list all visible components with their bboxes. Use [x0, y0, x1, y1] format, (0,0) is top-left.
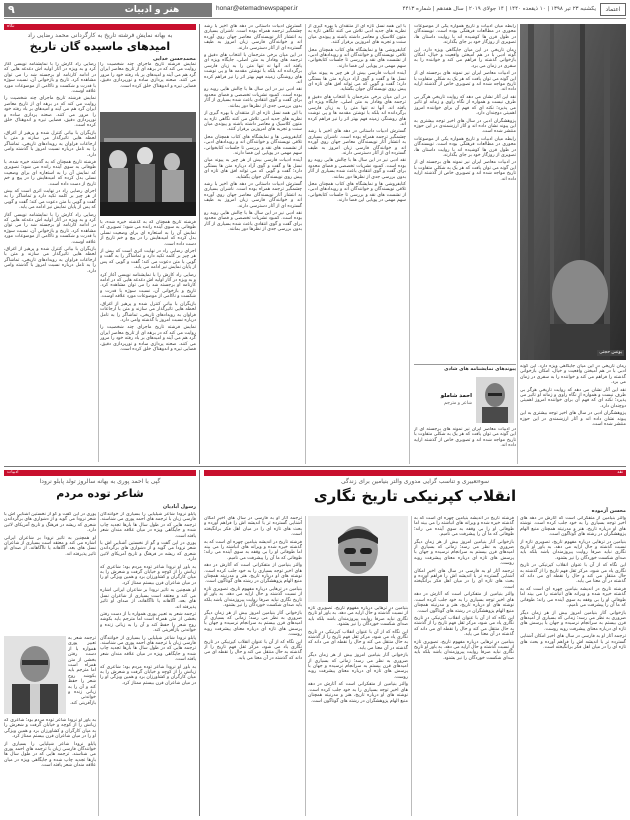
paragraph: نمایش فرشته تاریخ ماجرای چند شخصیت را روایت می کند که در برهه ای از تاریخ معاصر ایران گرد هم می آیند و امیدهای بر باد رفته خود را مرور می کنند. صحنه پردازی ساده و نورپردازی دقیق، فضایی تیره و اندوهناک خلق کرده است.: [100, 325, 196, 352]
paragraph: نقد ادبی نیز در این سال ها با چالش هایی روبه رو بوده است. کمبود نشریات تخصصی و فضای محدود برای گفت و گوی انتقادی باعث شده بسیاری از آثار بدون بررسی جدی از نظرها دور بمانند.: [204, 211, 302, 233]
article-column: [308, 606, 408, 816]
paragraph: کتابفروشی ها و نمایشگاه های کتاب همچنان محل تلاقی نویسندگان و خوانندگان اند و رویدادهای ادبی، از نشست های نقد و بررسی تا جلسات کتابخوانی، سهم مهمی در پویایی این فضا دارند.: [308, 181, 406, 204]
paragraph: گسترش ادبیات داستانی در دهه های اخیر با رشد چشمگیر ترجمه همراه بوده است. ناشران بسیاری به انتشار آثار نویسندگان معاصر جهان روی آورده اند و خوانندگان فارسی زبان امروز به طیف گسترده ای از آثار دسترسی دارند.: [204, 24, 302, 51]
article-column: [308, 24, 406, 464]
paragraph: گسترش ادبیات داستانی در دهه های اخیر با رشد چشمگیر ترجمه همراه بوده است. ناشران بسیاری به انتشار آثار نویسندگان معاصر جهان روی آورده اند و خوانندگان فارسی زبان امروز به طیف گسترده ای از آثار دسترسی دارند.: [204, 181, 302, 209]
paragraph: بازخوانی آثار بنیامین امروز بیش از هر زمان دیگر ضروری به نظر می رسد؛ زمانی که بسیاری از امیدهای قرن بیستم به سرانجام نرسیده و جهان با پرسش های تازه ای درباره معنای پیشرفت روبه روست.: [414, 539, 514, 567]
paragraph: بنیامین در تزهایی درباره مفهوم تاریخ، تصویری تازه از نسبت گذشته و حال ارایه می دهد. به باور او تاریخ نگاری نباید صرفا روایت پیروزمندان باشد بلکه باید صدای شکست خوردگان را نیز بشنود.: [204, 586, 302, 609]
article-column: [204, 516, 302, 816]
paragraph: والتر بنیامین از متفکرانی است که آثارش در دهه های اخیر توجه بسیاری را به خود جلب کرده است. نوشته های او درباره تاریخ، هنر و مدرنیته همچنان منبع الهام پژوهشگران در رشته های گوناگون است.: [414, 592, 514, 614]
paragraph: فرشته تاریخ همچنان که به گذشته خیره شده، با طوفانی به سوی آینده رانده می شود؛ تصویری که نمایش آن را به استعاره ای برای وضعیت نسلی بدل کرده که امیدهایش را در پیچ و خم تاریخ از دست داده است.: [100, 220, 196, 247]
paragraph: بازیگران با بیانی کنترل شده و پرهیز از اغراق، لحظه هایی تاثیرگذار می سازند و متن با ارجاعات فراوان به رویدادهای تاریخی، تماشاگر را به تامل درباره نسبت امروز با گذشته وامی دارد.: [100, 301, 196, 323]
date-line: یکشنبه ۲۳ تیر ۱۳۹۸ | ۱۰ ذیقعده ۱۴۴۰ | ۱۴ جولای ۲۰۱۹ | سال هفدهم | شماره ۴۴۱۳: [402, 6, 596, 12]
paragraph: کتابفروشی ها و نمایشگاه های کتاب همچنان محل تلاقی نویسندگان و خوانندگان اند و رویدادهای ادبی، از نشست های نقد و بررسی تا جلسات کتابخوانی، سهم مهمی در پویایی این فضا دارند.: [204, 134, 302, 156]
header-rule: [4, 18, 626, 19]
paragraph: پژوهشگران ادبی در سال های اخیر توجه بیشتری به این پیوند نشان داده اند و آثار ارزشمندی در این حوزه منتشر شده است.: [520, 411, 626, 428]
paragraph: با این همه نسل تازه ای از منتقدان با بهره گیری از نظریه های جدید ادبی تلاش می کنند نگاهی تازه به متون کلاسیک و معاصر داشته باشند و پیوندی میان سنت و تجربه های امروزین برقرار کنند.: [308, 24, 406, 46]
tag-bar: [204, 470, 626, 476]
paragraph: به باور او نرودا شاعر توده مردم بود؛ شاعری که زبانش را از کوچه و خیابان گرفت و شعرش را به میان کارگران و کشاورزان برد و همین ویژگی او را در میان شاعران قرن بیستم ممتاز کرد.: [4, 718, 96, 740]
column-divider: [98, 62, 99, 462]
profile-box-label: پیوندهای نمایشنامه های شادی: [444, 367, 516, 372]
article-kicker: گپی با احمد پوری به بهانه سالروز تولد پابلو نرودا: [39, 478, 161, 485]
paragraph: بازخوانی آثار بنیامین امروز بیش از هر زمان دیگر ضروری به نظر می رسد؛ زمانی که بسیاری از امیدهای قرن بیستم به سرانجام نرسیده و جهان با پرسش های تازه ای درباره معنای پیشرفت روبه روست.: [204, 610, 302, 638]
article-column: [414, 24, 516, 360]
article-column: [4, 62, 96, 462]
paragraph: اجرای رضایی راد در نهایت اثری است که بیش از هر چیز بر کلمه تکیه دارد و تماشاگر را به گفت و گویی با متن دعوت می کند؛ گفت و گویی که پس از پایان نمایش نیز ادامه می یابد.: [4, 188, 96, 211]
article-title: امیدهای ماسیده گان تاریخ: [29, 40, 171, 53]
article-byline: محمدحسن خدایی: [152, 56, 196, 62]
paragraph: بنیامین در تزهایی درباره مفهوم تاریخ، تصویری تازه از نسبت گذشته و حال ارایه می دهد. به باور او تاریخ نگاری نباید صرفا روایت پیروزمندان باشد بلکه باید صدای شکست خوردگان را نیز بشنود.: [414, 639, 514, 661]
paragraph: رضایی راد کارش را با نمایشنامه نویسی آغاز کرد و به ویژه در آثار اولیه اش دغدغه هایی که در ادامه کارنامه او برجسته شد را می توان مشاهده کرد. تاریخ و بازخوانی آن، نسبت سوژه با قدرت و شکست و ناکامی از موضوعات مورد علاقه اوست.: [4, 62, 96, 95]
paragraph: این نگاه که از آن با عنوان انقلاب کپرنیکی در تاریخ نگاری یاد می شود، مرکز ثقل فهم تاریخ را از گذشته به حال منتقل می کند و حال را نقطه ای می داند که گذشته در آن معنا می یابد.: [520, 563, 626, 585]
benjamin-photo: [308, 516, 408, 602]
paragraph: والتر بنیامین از متفکرانی است که آثارش در دهه های اخیر توجه بسیاری را به خود جلب کرده است. نوشته های او درباره تاریخ، هنر و مدرنیته همچنان منبع الهام پژوهشگران در رشته های گوناگون است.: [520, 516, 626, 538]
paragraph: پابلو نرودا شاعر شیلیایی را بسیاری از خوانندگان فارسی زبان با ترجمه های احمد پوری می شناسند. ترجمه هایی که در طول سال ها بارها تجدید چاپ شده و جایگاهی ویژه در میان علاقه مندان شعر یافته است.: [100, 512, 196, 539]
article-column: [414, 427, 516, 463]
profile-note: شاعر و مترجم: [444, 401, 472, 406]
paragraph: آینده ادبیات فارسی بیش از هر چیز به پیوند میان نسل ها و گفت و گوی آزاد درباره متن ها بستگی دارد؛ گفت و گویی که می تواند افق های تازه ای پیش روی نویسندگان جوان بگشاید.: [308, 71, 406, 93]
section-title: هنر و ادبیات: [124, 5, 180, 15]
paragraph: با این همه نسل تازه ای از منتقدان با بهره گیری از نظریه های جدید ادبی تلاش می کنند نگاهی تازه به متون کلاسیک و معاصر داشته باشند و پیوندی میان سنت و تجربه های امروزین برقرار کنند.: [204, 111, 302, 133]
paragraph: فرشته تاریخ در اندیشه بنیامین چهره ای است که به گذشته خیره شده و ویرانه های انباشته را می بیند اما طوفانی او را بی وقفه به سوی آینده می راند؛ طوفانی که ما آن را پیشرفت می نامیم.: [520, 586, 626, 609]
profile-box: [414, 364, 516, 464]
portrait-photo: [476, 377, 514, 423]
paragraph: رابطه میان ادبیات و تاریخ همواره یکی از موضوعات محوری در مطالعات فرهنگی بوده است. نویسندگان در طول قرن ها کوشیده اند با روایت داستان ها، تصویری از روزگار خود بر جای بگذارند.: [414, 136, 516, 158]
article-column: [4, 512, 96, 632]
newspaper-logo: اعتماد: [600, 3, 626, 16]
article-column: [4, 718, 96, 816]
paragraph: ترجمه شعر به تعبیر پوری همواره با از دست رفتن بخشی از متن همراه است اما مترجم باید بکوشد روح شعر را حفظ کند و آن را به زبانی زنده و خواندنی بازآفرینی کند.: [68, 636, 96, 706]
paragraph: بازیگران با بیانی کنترل شده و پرهیز از اغراق، لحظه هایی تاثیرگذار می سازند و متن با ارجاعات فراوان به رویدادهای تاریخی، تماشاگر را به تامل درباره نسبت امروز با گذشته وامی دارد.: [4, 247, 96, 274]
article-kicker: سوءتعبیری و تناسب گرایی مدوری والتر بنیامین برای زندگی: [340, 478, 490, 485]
paragraph: نمایش فرشته تاریخ ماجرای چند شخصیت را روایت می کند که در برهه ای از تاریخ معاصر ایران گرد هم می آیند و امیدهای بر باد رفته خود را مرور می کنند. صحنه پردازی ساده و نورپردازی دقیق، فضایی تیره و اندوهناک خلق کرده است.: [100, 62, 196, 89]
paragraph: ترجمه آثار او به فارسی در سال های اخیر امکان آشنایی گسترده تر با اندیشه اش را فراهم آورده و بحث های تازه ای را در میان اهل فکر برانگیخته است.: [204, 516, 302, 538]
paragraph: رمان تاریخی در این میان جایگاهی ویژه دارد. این گونه ادبی با در هم آمیختن واقعیت و خیال، امکان بازخوانی گذشته را فراهم می کند و خواننده را به سفری در زمان می برد.: [520, 364, 626, 386]
paragraph: ترجمه آثار او به فارسی در سال های اخیر امکان آشنایی گسترده تر با اندیشه اش را فراهم آورده و بحث های تازه ای را در میان اهل فکر برانگیخته است.: [520, 634, 626, 650]
paragraph: رضایی راد کارش را با نمایشنامه نویسی آغاز کرد و به ویژه در آثار اولیه اش دغدغه هایی که در ادامه کارنامه او برجسته شد را می توان مشاهده کرد. تاریخ و بازخوانی آن، نسبت سوژه با قدرت و شکست و ناکامی از موضوعات مورد علاقه اوست.: [100, 272, 196, 300]
paragraph: نقد این آثار نشان می دهد که روایت تاریخی هرگز بی طرف نیست و همواره از نگاه راوی و زمانه او تاثیر می پذیرد؛ نکته ای که فهم آن برای خواننده امروز اهمیتی دوچندان دارد.: [520, 387, 626, 409]
column-divider: [409, 24, 410, 464]
paragraph: فرشته تاریخ همچنان که به گذشته خیره شده، با طوفانی به سوی آینده رانده می شود؛ تصویری که نمایش آن را به استعاره ای برای وضعیت نسلی بدل کرده که امیدهایش را در پیچ و خم تاریخ از دست داده است.: [4, 159, 96, 187]
article-tag: نگاه: [4, 24, 17, 30]
paragraph: بازیگران با بیانی کنترل شده و پرهیز از اغراق، لحظه هایی تاثیرگذار می سازند و متن با ارجاعات فراوان به رویدادهای تاریخی، تماشاگر را به تامل درباره نسبت امروز با گذشته وامی دارد.: [4, 130, 96, 158]
paragraph: نمایش فرشته تاریخ ماجرای چند شخصیت را روایت می کند که در برهه ای از تاریخ معاصر ایران گرد هم می آیند و امیدهای بر باد رفته خود را مرور می کنند. صحنه پردازی ساده و نورپردازی دقیق، فضایی تیره و اندوهناک خلق کرده است.: [4, 96, 96, 129]
section-rule: [4, 466, 626, 467]
page-header: [4, 3, 626, 17]
column-divider: [411, 516, 412, 816]
column-divider: [517, 24, 518, 464]
theatre-photo: [100, 112, 196, 216]
column-divider: [517, 516, 518, 816]
article-column: [520, 516, 626, 816]
paragraph: نقد ادبی نیز در این سال ها با چالش هایی روبه رو بوده است. کمبود نشریات تخصصی و فضای محدود برای گفت و گوی انتقادی باعث شده بسیاری از آثار بدون بررسی جدی از نظرها دور بمانند.: [308, 158, 406, 180]
paragraph: بنیامین در تزهایی درباره مفهوم تاریخ، تصویری تازه از نسبت گذشته و حال ارایه می دهد. به باور او تاریخ نگاری نباید صرفا روایت پیروزمندان باشد بلکه باید صدای شکست خوردگان را نیز بشنود.: [308, 606, 408, 628]
paragraph: رابطه میان ادبیات و تاریخ همواره یکی از موضوعات محوری در مطالعات فرهنگی بوده است. نویسندگان در طول قرن ها کوشیده اند با روایت داستان ها، تصویری از روزگار خود بر جای بگذارند.: [414, 24, 516, 46]
article-byline: رسول آبادیان: [162, 504, 196, 510]
article-column: [100, 512, 196, 816]
paragraph: بازخوانی آثار بنیامین امروز بیش از هر زمان دیگر ضروری به نظر می رسد؛ زمانی که بسیاری از امیدهای قرن بیستم به سرانجام نرسیده و جهان با پرسش های تازه ای درباره معنای پیشرفت روبه روست.: [520, 610, 626, 632]
paragraph: رضایی راد کارش را با نمایشنامه نویسی آغاز کرد و به ویژه در آثار اولیه اش دغدغه هایی که در ادامه کارنامه او برجسته شد را می توان مشاهده کرد. تاریخ و بازخوانی آن، نسبت سوژه با قدرت و شکست و ناکامی از موضوعات مورد علاقه اوست.: [4, 212, 96, 245]
section-email[interactable]: honar@etemadnewspaper.ir: [216, 5, 298, 12]
paragraph: در این میان برخی مترجمان با انتخاب های دقیق و ترجمه های وفادار به متن اصلی، جایگاه ویژه ای یافته اند. آنها نه تنها متن را به زبان فارسی برگردانده اند بلکه با نوشتن مقدمه ها و پی نوشت های روشنگر، زمینه فهم بهتر اثر را نیز فراهم کرده اند.: [308, 94, 406, 127]
paragraph: در این میان برخی مترجمان با انتخاب های دقیق و ترجمه های وفادار به متن اصلی، جایگاه ویژه ای یافته اند. آنها نه تنها متن را به زبان فارسی برگردانده اند بلکه با نوشتن مقدمه ها و پی نوشت های روشنگر، زمینه فهم بهتر اثر را نیز فراهم کرده اند.: [204, 53, 302, 86]
paragraph: بنیامین در تزهایی درباره مفهوم تاریخ، تصویری تازه از نسبت گذشته و حال ارایه می دهد. به باور او تاریخ نگاری نباید صرفا روایت پیروزمندان باشد بلکه باید صدای شکست خوردگان را نیز بشنود.: [520, 539, 626, 561]
paragraph: والتر بنیامین از متفکرانی است که آثارش در دهه های اخیر توجه بسیاری را به خود جلب کرده است. نوشته های او درباره تاریخ، هنر و مدرنیته همچنان منبع الهام پژوهشگران در رشته های گوناگون است.: [204, 563, 302, 585]
paragraph: ترجمه آثار او به فارسی در سال های اخیر امکان آشنایی گسترده تر با اندیشه اش را فراهم آورده و بحث های تازه ای را در میان اهل فکر برانگیخته است.: [414, 568, 514, 590]
article-column: [100, 62, 196, 108]
paragraph: پوری در این گفت و گو از نخستین آشنایی اش با شعر نرودا می گوید و از دشواری های برگرداندن شعری که ریشه در فرهنگ و تاریخ آمریکای لاتین دارد.: [4, 512, 96, 534]
paragraph: پابلو نرودا شاعر شیلیایی را بسیاری از خوانندگان فارسی زبان با ترجمه های احمد پوری می شناسند. ترجمه هایی که در طول سال ها بارها تجدید چاپ شده و جایگاهی ویژه در میان علاقه مندان شعر یافته است.: [100, 635, 196, 663]
paragraph: والتر بنیامین از متفکرانی است که آثارش در دهه های اخیر توجه بسیاری را به خود جلب کرده است. نوشته های او درباره تاریخ، هنر و مدرنیته همچنان منبع الهام پژوهشگران در رشته های گوناگون است.: [308, 682, 408, 704]
article-column: [520, 364, 626, 464]
paragraph: او همچنین به تاثیر نرودا بر شاعران ایرانی اشاره می کند و معتقد است بسیاری از شاعران نسل های بعد، آگاهانه یا ناآگاهانه، از صدای او تاثیر پذیرفته اند.: [4, 535, 96, 557]
paragraph: فرشته تاریخ در اندیشه بنیامین چهره ای است که به گذشته خیره شده و ویرانه های انباشته را می بیند اما طوفانی او را بی وقفه به سوی آینده می راند؛ طوفانی که ما آن را پیشرفت می نامیم.: [414, 516, 514, 538]
paragraph: در ادبیات معاصر ایران نیز نمونه های برجسته ای از این گونه می توان یافت که هر یک به شکلی متفاوت با تاریخ مواجه شده اند و تصویری خاص از گذشته ارایه داده اند.: [414, 427, 516, 449]
author-photo: [520, 24, 626, 360]
paragraph: او همچنین به تاثیر نرودا بر شاعران ایرانی اشاره می کند و معتقد است بسیاری از شاعران نسل های بعد، آگاهانه یا ناآگاهانه، از صدای او تاثیر پذیرفته اند.: [100, 588, 196, 610]
page-number: ۹: [8, 3, 15, 16]
paragraph: رمان تاریخی در این میان جایگاهی ویژه دارد. این گونه ادبی با در هم آمیختن واقعیت و خیال، امکان بازخوانی گذشته را فراهم می کند و خواننده را به سفری در زمان می برد.: [414, 47, 516, 69]
paragraph: پژوهشگران ادبی در سال های اخیر توجه بیشتری به این پیوند نشان داده اند و آثار ارزشمندی در این حوزه منتشر شده است.: [414, 118, 516, 135]
article-tag: نقد: [614, 470, 626, 476]
paragraph: این نگاه که از آن با عنوان انقلاب کپرنیکی در تاریخ نگاری یاد می شود، مرکز ثقل فهم تاریخ را از گذشته به حال منتقل می کند و حال را نقطه ای می داند که گذشته در آن معنا می یابد.: [414, 615, 514, 638]
paragraph: پابلو نرودا شاعر شیلیایی را بسیاری از خوانندگان فارسی زبان با ترجمه های احمد پوری می شناسند. ترجمه هایی که در طول سال ها بارها تجدید چاپ شده و جایگاهی ویژه در میان علاقه مندان شعر یافته است.: [4, 741, 96, 769]
paragraph: نقد این آثار نشان می دهد که روایت تاریخی هرگز بی طرف نیست و همواره از نگاه راوی و زمانه او تاثیر می پذیرد؛ نکته ای که فهم آن برای خواننده امروز اهمیتی دوچندان دارد.: [414, 94, 516, 117]
article-column: [204, 24, 302, 464]
paragraph: گسترش ادبیات داستانی در دهه های اخیر با رشد چشمگیر ترجمه همراه بوده است. ناشران بسیاری به انتشار آثار نویسندگان معاصر جهان روی آورده اند و خوانندگان فارسی زبان امروز به طیف گسترده ای از آثار دسترسی دارند.: [308, 129, 406, 156]
paragraph: به باور او نرودا شاعر توده مردم بود؛ شاعری که زبانش را از کوچه و خیابان گرفت و شعرش را به میان کارگران و کشاورزان برد و همین ویژگی او را در میان شاعران قرن بیستم ممتاز کرد.: [100, 564, 196, 586]
profile-name: احمد شاملو: [440, 393, 472, 399]
column-divider: [305, 516, 306, 816]
section-divider: [199, 24, 200, 464]
paragraph: نقد ادبی نیز در این سال ها با چالش هایی روبه رو بوده است. کمبود نشریات تخصصی و فضای محدود برای گفت و گوی انتقادی باعث شده بسیاری از آثار بدون بررسی جدی از نظرها دور بمانند.: [204, 87, 302, 109]
article-tag: ادبیات: [4, 470, 21, 476]
tag-bar: [4, 470, 196, 476]
paragraph: پوری در این گفت و گو از نخستین آشنایی اش با شعر نرودا می گوید و از دشواری های برگرداندن شعری که ریشه در فرهنگ و تاریخ آمریکای لاتین دارد.: [100, 541, 196, 563]
article-kicker: به بهانه نمایش فرشته تاریخ به کارگردانی محمد رضایی راد: [27, 32, 173, 39]
article-column: [100, 220, 196, 462]
article-title: شاعر توده مردم: [56, 487, 144, 500]
paragraph: به باور او نرودا شاعر توده مردم بود؛ شاعری که زبانش را از کوچه و خیابان گرفت و شعرش را به میان کارگران و کشاورزان برد و همین ویژگی او را در میان شاعران قرن بیستم ممتاز کرد.: [100, 664, 196, 686]
tag-bar: [4, 24, 196, 30]
section-divider: [199, 470, 200, 816]
paragraph: آینده ادبیات فارسی بیش از هر چیز به پیوند میان نسل ها و گفت و گوی آزاد درباره متن ها بستگی دارد؛ گفت و گویی که می تواند افق های تازه ای پیش روی نویسندگان جوان بگشاید.: [204, 158, 302, 180]
paragraph: این نگاه که از آن با عنوان انقلاب کپرنیکی در تاریخ نگاری یاد می شود، مرکز ثقل فهم تاریخ را از گذشته به حال منتقل می کند و حال را نقطه ای می داند که گذشته در آن معنا می یابد.: [308, 629, 408, 651]
paragraph: در ادبیات معاصر ایران نیز نمونه های برجسته ای از این گونه می توان یافت که هر یک به شکلی متفاوت با تاریخ مواجه شده اند و تصویری خاص از گذشته ارایه داده اند.: [414, 71, 516, 93]
article-column: [414, 516, 514, 816]
article-column: [68, 636, 96, 714]
paragraph: کتابفروشی ها و نمایشگاه های کتاب همچنان محل تلاقی نویسندگان و خوانندگان اند و رویدادهای ادبی، از نشست های نقد و بررسی تا جلسات کتابخوانی، سهم مهمی در پویایی این فضا دارند.: [308, 47, 406, 69]
interviewee-photo: [4, 636, 66, 714]
column-divider: [98, 512, 99, 816]
paragraph: اجرای رضایی راد در نهایت اثری است که بیش از هر چیز بر کلمه تکیه دارد و تماشاگر را به گفت و گویی با متن دعوت می کند؛ گفت و گویی که پس از پایان نمایش نیز ادامه می یابد.: [100, 249, 196, 271]
paragraph: این نگاه که از آن با عنوان انقلاب کپرنیکی در تاریخ نگاری یاد می شود، مرکز ثقل فهم تاریخ را از گذشته به حال منتقل می کند و حال را نقطه ای می داند که گذشته در آن معنا می یابد.: [204, 639, 302, 661]
column-divider: [305, 24, 306, 464]
paragraph: ترجمه شعر به تعبیر پوری همواره با از دست رفتن بخشی از متن همراه است اما مترجم باید بکوشد روح شعر را حفظ کند و آن را به زبانی زنده و خواندنی بازآفرینی کند.: [100, 611, 196, 634]
photo-caption: یونس حجتی: [599, 350, 622, 355]
paragraph: بازخوانی آثار بنیامین امروز بیش از هر زمان دیگر ضروری به نظر می رسد؛ زمانی که بسیاری از امیدهای قرن بیستم به سرانجام نرسیده و جهان با پرسش های تازه ای درباره معنای پیشرفت روبه روست.: [308, 653, 408, 680]
paragraph: فرشته تاریخ در اندیشه بنیامین چهره ای است که به گذشته خیره شده و ویرانه های انباشته را می بیند اما طوفانی او را بی وقفه به سوی آینده می راند؛ طوفانی که ما آن را پیشرفت می نامیم.: [204, 539, 302, 561]
article-title: انقلاب کپرنیکی تاریخ نگاری: [313, 487, 517, 505]
article-byline: محسن آزموده: [591, 508, 626, 514]
paragraph: در ادبیات معاصر ایران نیز نمونه های برجسته ای از این گونه می توان یافت که هر یک به شکلی متفاوت با تاریخ مواجه شده اند و تصویری خاص از گذشته ارایه داده اند.: [414, 160, 516, 182]
